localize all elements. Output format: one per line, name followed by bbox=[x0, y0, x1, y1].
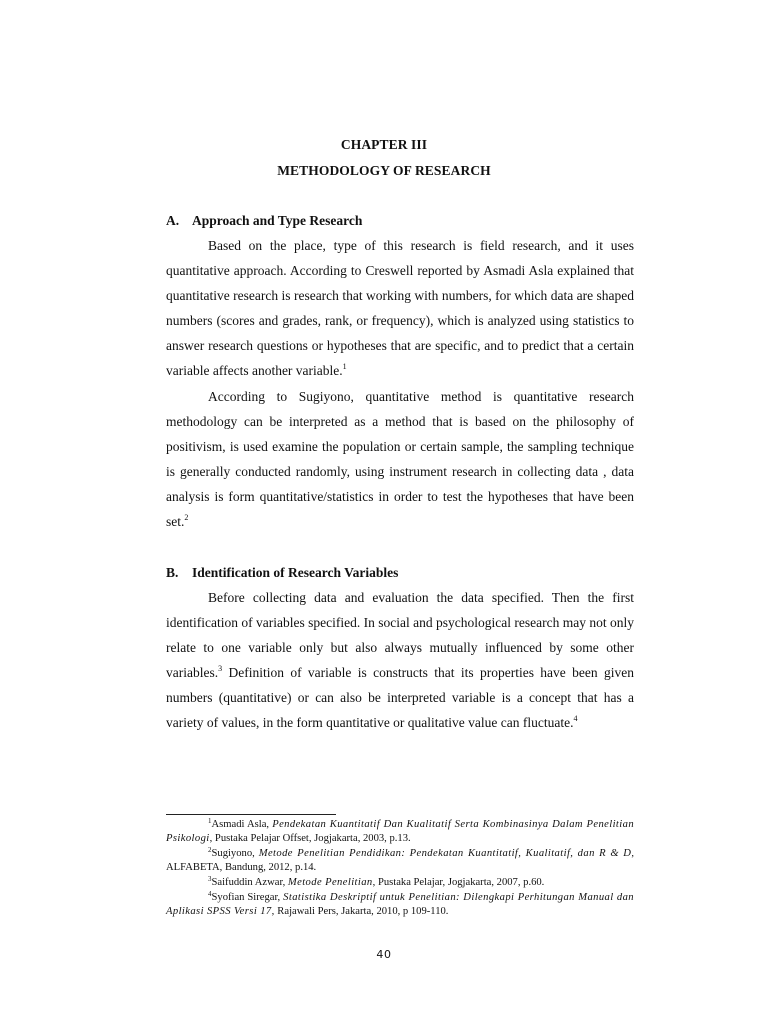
footnote-number: 3 bbox=[208, 875, 212, 884]
paragraph-text: Based on the place, type of this research is field research, and it uses quantitative approach. According to Creswell reported by Asmadi Asla explained that quantitative research is research that working with numbers, for which data are shaped numbers (scores and grades, rank, or frequency), which is analyzed using statistics to answer research questions or hypotheses that are specific, and to predict that a certain variable affects another variable. bbox=[166, 238, 634, 379]
footnote bbox=[166, 876, 634, 890]
footnote-publisher: , ALFABETA, Bandung, 2012, p.14. bbox=[166, 848, 635, 873]
footnote-number: 1 bbox=[208, 817, 212, 825]
paragraph bbox=[166, 585, 634, 736]
chapter-title: METHODOLOGY OF RESEARCH bbox=[277, 163, 491, 178]
footnote-publisher: , Pustaka Pelajar, Jogjakarta, 2007, p.60. bbox=[372, 877, 545, 889]
footnote bbox=[166, 891, 634, 919]
footnote-publisher: , Pustaka Pelajar Offset, Jogjakarta, 2003, p.13. bbox=[209, 832, 411, 844]
paragraph bbox=[166, 384, 634, 535]
footnote-ref: 3 bbox=[218, 664, 223, 674]
section-b-letter: B. bbox=[166, 565, 179, 580]
footnote bbox=[166, 847, 634, 875]
paragraph bbox=[166, 233, 634, 384]
section-b-body bbox=[166, 585, 634, 736]
footnote-author: Asmadi Asla, bbox=[211, 819, 273, 830]
paragraph-text: Definition of variable is constructs that its properties have been given numbers (quantitative) or can also be interpreted variable is a concept that has a variety of values, in the form quantitative or qualitative value can fluctuate. bbox=[166, 665, 634, 731]
footnote-ref: 1 bbox=[342, 362, 347, 372]
section-a-title: Approach and Type Research bbox=[192, 213, 363, 228]
footnotes bbox=[166, 818, 634, 921]
footnote-number: 2 bbox=[208, 846, 212, 855]
footnote-number: 4 bbox=[208, 890, 212, 899]
footnote-title: Metode Penelitian Pendidikan: Pendekatan Kuantitatif, Kualitatif, dan R & D bbox=[258, 848, 632, 860]
footnote-title: Metode Penelitian bbox=[287, 877, 373, 889]
footnote-ref: 4 bbox=[573, 714, 578, 724]
footnote-ref: 2 bbox=[184, 513, 189, 523]
footnote-author: Saifuddin Azwar, bbox=[211, 877, 288, 889]
chapter-number: CHAPTER III bbox=[340, 137, 428, 152]
paragraph-text: According to Sugiyono, quantitative method is quantitative research methodology can be interpreted as a method that is based on the philosophy of positivism, is used examine the population or certain sample, the sampling technique is generally conducted randomly, using instrument research in collecting data , data analysis is form quantitative/statistics in order to test the hypotheses that have been set. bbox=[166, 388, 634, 530]
paragraph-text: Before collecting data and evaluation the data specified. Then the first identification of variables specified. In social and psychological research may not only relate to one variable only but also always mutually influenced by some other variables. bbox=[166, 590, 634, 681]
footnote-author: Syofian Siregar, bbox=[211, 892, 284, 904]
section-a-heading bbox=[166, 213, 362, 229]
footnote-author: Sugiyono, bbox=[211, 848, 259, 860]
footnote-title: Statistika Deskriptif untuk Penelitian: Dilengkapi Perhitungan Manual dan Aplikasi SPSS Versi 17, bbox=[166, 892, 634, 918]
section-a-body bbox=[166, 233, 634, 534]
footnote-publisher: Rajawali Pers, Jakarta, 2010, p 109-110. bbox=[274, 906, 449, 918]
section-b-heading bbox=[166, 565, 398, 581]
section-b-title: Identification of Research Variables bbox=[192, 565, 399, 580]
page-number: 40 bbox=[376, 948, 392, 961]
footnote-divider bbox=[166, 814, 336, 815]
footnote bbox=[166, 818, 634, 846]
section-a-letter: A. bbox=[166, 213, 180, 228]
footnote-title: Pendekatan Kuantitatif Dan Kualitatif Serta Kombinasinya Dalam Penelitian Psikologi bbox=[166, 819, 635, 844]
